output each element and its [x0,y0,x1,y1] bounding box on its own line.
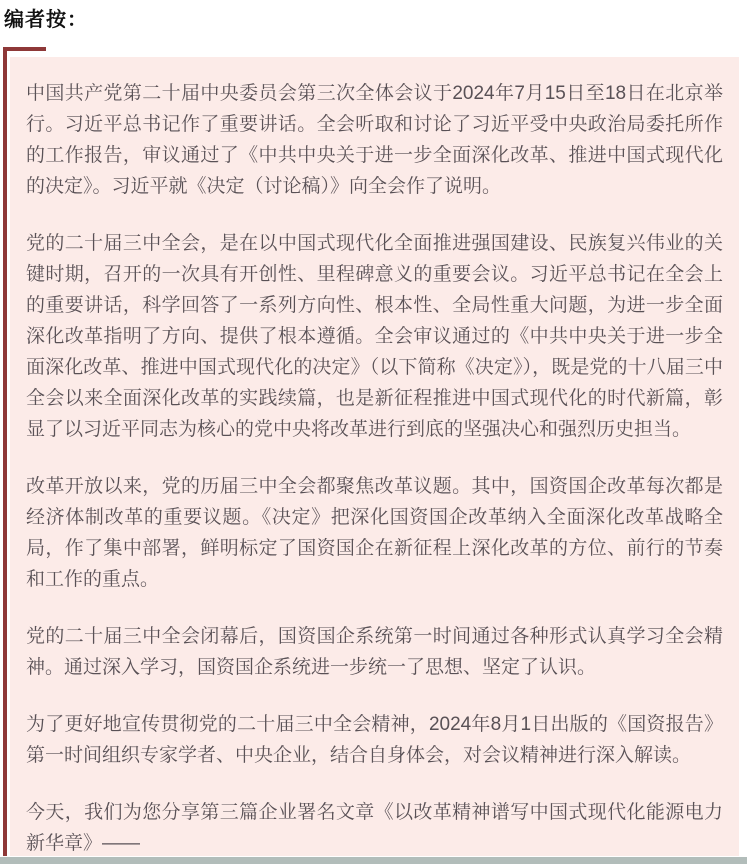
paragraph: 今天，我们为您分享第三篇企业署名文章《以改革精神谱写中国式现代化能源电力新华章》—— [26,802,723,854]
editor-note-box [10,57,739,856]
paragraph: 党的二十届三中全会，是在以中国式现代化全面推进强国建设、民族复兴伟业的关键时期，召开的一次具有开创性、里程碑意义的重要会议。习近平总书记在全会上的重要讲话，科学回答了一系列方向性、根本性、全局性重大问题，为进一步全面深化改革指明了方向、提供了根本遵循。全会审议通过的《中共中央关于进一步全面深化改革、推进中国式现代化的决定》（以下简称《决定》），既是党的十八届三中全会以来全面深化改革的实践续篇，也是新征程推进中国式现代化的时代新篇，彰显了以习近平同志为核心的党中央将改革进行到底的坚强决心和强烈历史担当。 [26,233,723,440]
accent-bracket-vertical [3,47,7,856]
paragraph: 为了更好地宣传贯彻党的二十届三中全会精神，2024年8月1日出版的《国资报告》第一时间组织专家学者、中央企业，结合自身体会，对会议精神进行深入解读。 [26,714,723,766]
paragraph: 党的二十届三中全会闭幕后，国资国企系统第一时间通过各种形式认真学习全会精神。通过深入学习，国资国企系统进一步统一了思想、坚定了认识。 [26,626,723,678]
editor-note-heading: 编者按： [4,9,88,31]
next-section-edge [0,857,747,864]
paragraph: 中国共产党第二十届中央委员会第三次全体会议于2024年7月15日至18日在北京举行。习近平总书记作了重要讲话。全会听取和讨论了习近平受中央政治局委托所作的工作报告，审议通过了《中共中央关于进一步全面深化改革、推进中国式现代化的决定》。习近平就《决定（讨论稿）》向全会作了说明。 [26,83,723,197]
accent-bracket-horizontal [3,47,46,51]
paragraph: 改革开放以来，党的历届三中全会都聚焦改革议题。其中，国资国企改革每次都是经济体制改革的重要议题。《决定》把深化国资国企改革纳入全面深化改革战略全局，作了集中部署，鲜明标定了国资国企在新征程上深化改革的方位、前行的节奏和工作的重点。 [26,476,723,590]
